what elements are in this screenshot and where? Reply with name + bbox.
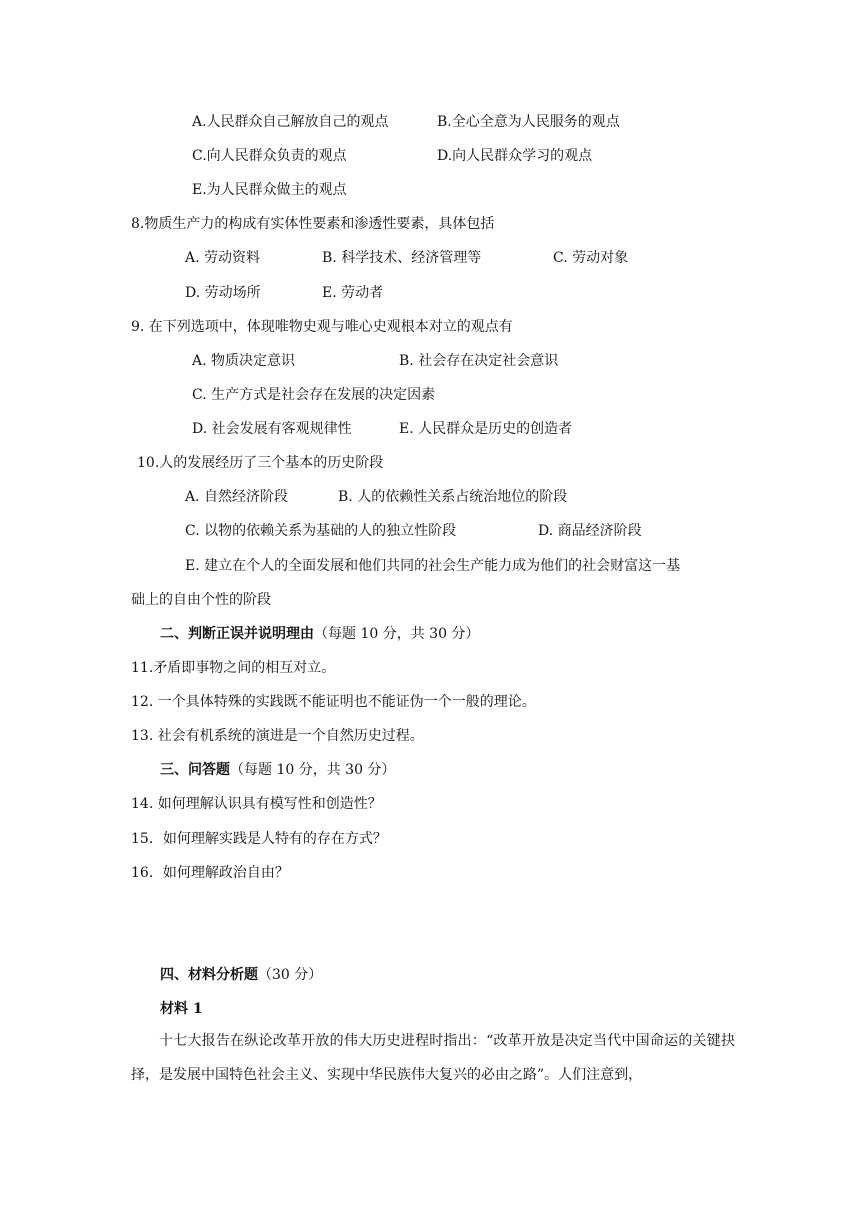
q10-option-e-line2: 础上的自由个性的阶段 [131, 592, 271, 608]
section3-heading [160, 760, 395, 780]
section4-heading [160, 965, 322, 985]
section2-title: 二、判断正误并说明理由 [160, 626, 314, 642]
q9-option-c: C. 生产方式是社会存在发展的决定因素 [192, 387, 436, 403]
q10-option-e-line1: E. 建立在个人的全面发展和他们共同的社会生产能力成为他们的社会财富这一基 [185, 558, 681, 574]
section4-title: 四、材料分析题 [160, 967, 258, 983]
q13: 13. 社会有机系统的演进是一个自然历史过程。 [131, 728, 424, 744]
q9-option-a: A. 物质决定意识 [192, 353, 296, 369]
q8-option-e: E. 劳动者 [322, 285, 384, 301]
q12: 12. 一个具体特殊的实践既不能证明也不能证伪一个一般的理论。 [131, 694, 536, 710]
q10-option-d: D. 商品经济阶段 [538, 523, 642, 539]
q8-stem: 8.物质生产力的构成有实体性要素和渗透性要素，具体包括 [131, 216, 495, 232]
q8-option-c: C. 劳动对象 [553, 250, 629, 266]
q10-option-a: A. 自然经济阶段 [185, 489, 289, 505]
q9-option-b: B. 社会存在决定社会意识 [399, 353, 559, 369]
q10-option-b: B. 人的依赖性关系占统治地位的阶段 [338, 489, 568, 505]
q15: 15．如何理解实践是人特有的存在方式？ [131, 831, 387, 847]
q9-option-e: E. 人民群众是历史的创造者 [399, 421, 573, 437]
q14: 14. 如何理解认识具有模写性和创造性？ [131, 796, 382, 812]
q9-stem: 9. 在下列选项中，体现唯物史观与唯心史观根本对立的观点有 [131, 319, 513, 335]
q7-option-c: C.向人民群众负责的观点 [192, 148, 347, 164]
section4-note: （30 分） [258, 967, 323, 983]
material-label: 材料 1 [160, 1001, 203, 1017]
q10-option-c: C. 以物的依赖关系为基础的人的独立性阶段 [185, 523, 457, 539]
q7-option-e: E.为人民群众做主的观点 [192, 182, 347, 198]
section2-note: （每题 10 分，共 30 分） [314, 626, 480, 642]
q9-option-d: D. 社会发展有客观规律性 [192, 421, 352, 437]
section3-title: 三、问答题 [160, 762, 230, 778]
q7-option-b: B.全心全意为人民服务的观点 [437, 114, 620, 130]
q7-option-d: D.向人民群众学习的观点 [437, 148, 593, 164]
q8-option-a: A. 劳动资料 [185, 250, 261, 266]
q8-option-b: B. 科学技术、经济管理等 [322, 250, 482, 266]
q16: 16．如何理解政治自由？ [131, 865, 289, 881]
q11: 11.矛盾即事物之间的相互对立。 [131, 660, 336, 676]
q7-option-a: A.人民群众自己解放自己的观点 [192, 114, 389, 130]
section2-heading [160, 624, 479, 644]
material-text: 十七大报告在纵论改革开放的伟大历史进程时指出：“改革开放是决定当代中国命运的关键抉择，是发展中国特色社会主义、实现中华民族伟大复兴的必由之路”。人们注意到， [131, 1033, 735, 1083]
q8-option-d: D. 劳动场所 [185, 285, 261, 301]
section3-note: （每题 10 分，共 30 分） [230, 762, 396, 778]
q10-stem: 10.人的发展经历了三个基本的历史阶段 [137, 455, 384, 471]
